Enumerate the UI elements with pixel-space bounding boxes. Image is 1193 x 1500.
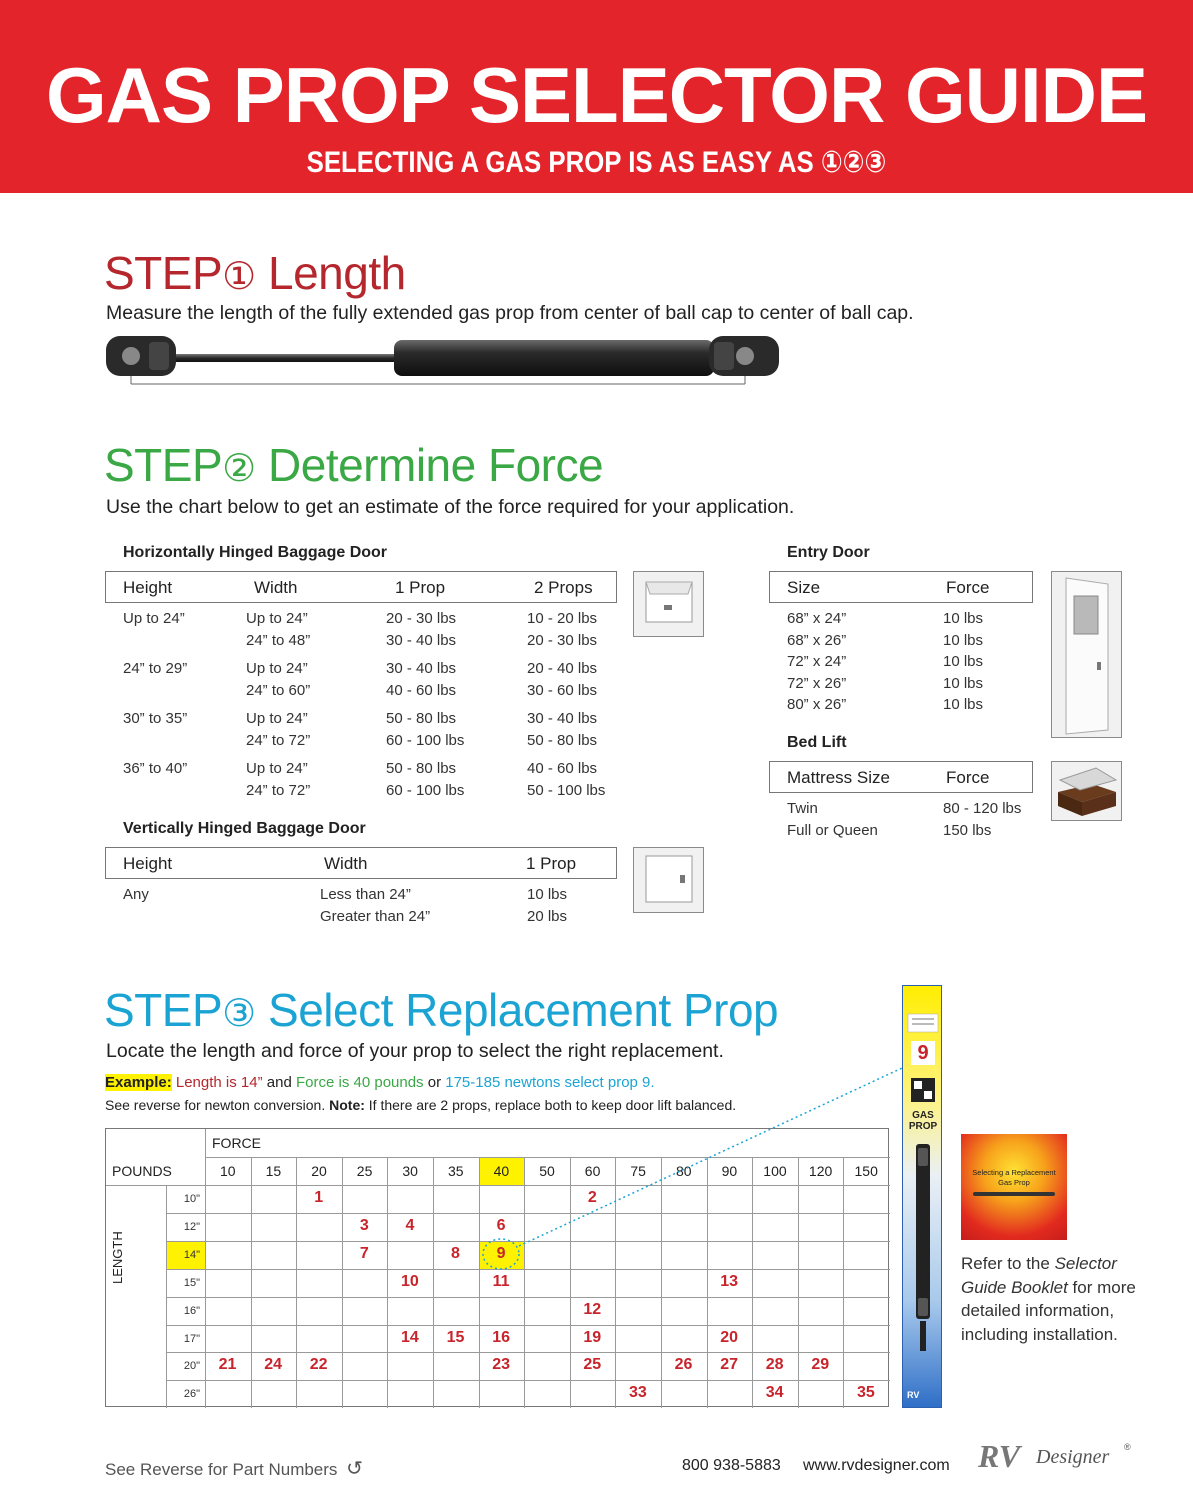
step3-heading (104, 982, 778, 1042)
header-width: Width (324, 854, 368, 873)
horizontal-table-cell: Up to 24” (246, 710, 308, 727)
header-1-prop: 1 Prop (395, 578, 446, 597)
pounds-value: 10 (220, 1163, 236, 1179)
prop-number: 22 (309, 1356, 328, 1374)
horizontal-table-cell: 20 - 40 lbs (527, 660, 598, 677)
reverse-note-text: See Reverse for Part Numbers (105, 1460, 338, 1479)
horizontal-table-cell: 60 - 100 lbs (386, 781, 465, 799)
baggage-door-thumbnail (633, 571, 704, 637)
entry-table-cell: 10 lbs (943, 696, 984, 713)
booklet-caption-post: for more detailed information, including installation. (961, 1277, 1136, 1344)
booklet-caption-pre: Refer to the (961, 1254, 1050, 1273)
package-number: 9 (917, 1042, 929, 1064)
logo-rv: RV (978, 1438, 1021, 1474)
prop-number: 34 (765, 1384, 784, 1402)
header-width: Width (254, 578, 298, 597)
horizontal-table-cell: 60 - 100 lbs (386, 731, 465, 749)
horizontal-table-cell: Up to 24” (246, 610, 308, 627)
length-value: 16" (183, 1304, 200, 1317)
entry-table-cell: 72” x 24” (787, 653, 847, 670)
force-label: FORCE (212, 1135, 261, 1151)
horizontal-table-cell: 40 - 60 lbs (527, 760, 598, 777)
booklet-caption (961, 1252, 1141, 1346)
entry-table-cell: 68” x 26” (787, 631, 847, 649)
pounds-value: 75 (630, 1163, 646, 1179)
rv-designer-logo (976, 1438, 1136, 1484)
horizontal-table-header (105, 571, 617, 603)
header-height: Height (123, 854, 173, 873)
length-axis-label: LENGTH (110, 1231, 125, 1284)
prop-number: 12 (583, 1300, 602, 1318)
pounds-value: 20 (311, 1163, 327, 1179)
entry-table-header (769, 571, 1033, 603)
gas-prop-package (902, 985, 942, 1408)
prop-number: 24 (264, 1356, 282, 1374)
vertical-table-header (105, 847, 617, 879)
phone-number: 800 938-5883 (682, 1457, 781, 1474)
note-pre: See reverse for newton conversion. (105, 1097, 326, 1113)
step3-label: STEP (104, 984, 223, 1036)
header-force: Force (946, 768, 990, 787)
note-text: If there are 2 props, replace both to keep door lift balanced. (368, 1097, 737, 1113)
prop-number: 27 (720, 1356, 738, 1374)
bed-table-cell: Full or Queen (787, 821, 878, 839)
step2-title: Determine Force (268, 439, 604, 491)
prop-number: 11 (492, 1272, 510, 1290)
step2-description: Use the chart below to get an estimate of the force required for your application. (106, 496, 795, 518)
horizontal-door-title: Horizontally Hinged Baggage Door (123, 544, 388, 561)
grid-line (342, 1157, 343, 1408)
prop-number: 25 (583, 1356, 602, 1374)
length-value: 17" (183, 1332, 200, 1345)
prop-number: 3 (359, 1216, 369, 1234)
horizontal-table-cell: 36” to 40” (123, 760, 188, 777)
horizontal-table-cell: Up to 24” (123, 610, 185, 627)
prop-number: 26 (674, 1356, 693, 1374)
prop-number: 35 (856, 1384, 875, 1402)
vertical-table-cell: Less than 24” (320, 886, 411, 903)
step3-number: ③ (222, 993, 256, 1035)
pounds-value: 100 (763, 1163, 787, 1179)
package-label-line1: GAS (912, 1110, 934, 1121)
prop-number: 14 (400, 1328, 419, 1346)
logo-designer: Designer (1036, 1446, 1110, 1468)
vertical-table-cell: Greater than 24” (320, 907, 431, 925)
example-length: Length is 14” (175, 1074, 263, 1091)
prop-number: 23 (492, 1356, 510, 1374)
pounds-value: 30 (402, 1163, 418, 1179)
step1-description: Measure the length of the fully extended gas prop from center of ball cap to center of ball cap. (106, 302, 914, 324)
svg-text:RV: RV (907, 1390, 920, 1400)
step1-title: Length (268, 247, 406, 299)
horizontal-table-cell: 50 - 100 lbs (527, 781, 606, 799)
horizontal-table-cell: Up to 24” (246, 660, 308, 677)
step3-title: Select Replacement Prop (268, 984, 779, 1036)
booklet-cover-text: Selecting a Replacement Gas Prop (972, 1168, 1056, 1187)
example-force: Force is 40 pounds (295, 1074, 424, 1091)
grid-line (166, 1185, 167, 1408)
step3-description: Locate the length and force of your prop to select the right replacement. (106, 1040, 724, 1062)
horizontal-table-cell: 24” to 60” (246, 681, 311, 699)
entry-table-cell: 80” x 26” (787, 696, 847, 713)
pounds-value: 50 (539, 1163, 555, 1179)
vertical-table-cell: Any (123, 886, 149, 903)
vertical-door-title: Vertically Hinged Baggage Door (123, 820, 366, 837)
horizontal-table-cell: 50 - 80 lbs (386, 710, 457, 727)
connector-line (480, 1060, 930, 1290)
logo-trademark: ® (1124, 1442, 1131, 1452)
horizontal-table-cell: 50 - 80 lbs (527, 731, 598, 749)
bed-table-header (769, 761, 1033, 793)
prop-number: 2 (587, 1189, 597, 1206)
header-size: Size (787, 578, 821, 597)
prop-number: 8 (451, 1244, 460, 1262)
example-label: Example: (105, 1074, 172, 1091)
pounds-value: 150 (854, 1163, 878, 1179)
prop-number: 29 (811, 1356, 830, 1374)
booklet-caption-italic: Selector Guide Booklet (961, 1254, 1117, 1297)
horizontal-table-cell: Up to 24” (246, 760, 308, 777)
horizontal-table-cell: 20 - 30 lbs (386, 610, 457, 627)
pounds-value: 60 (584, 1163, 601, 1179)
booklet-prop-icon (971, 1189, 1057, 1199)
prop-number: 19 (583, 1328, 602, 1346)
package-label (903, 1110, 943, 1132)
entry-door-title: Entry Door (787, 544, 870, 561)
pounds-value: 35 (448, 1163, 464, 1179)
grid-line (166, 1325, 890, 1326)
length-value: 10" (183, 1193, 200, 1205)
horizontal-table-cell: 24” to 72” (246, 781, 311, 799)
length-value: 12" (183, 1220, 200, 1233)
step1-label: STEP (104, 247, 223, 299)
pounds-value: 120 (808, 1163, 833, 1179)
horizontal-table-cell: 40 - 60 lbs (386, 681, 457, 699)
horizontal-table-cell: 30” to 35” (123, 710, 188, 727)
header-1-prop: 1 Prop (526, 854, 577, 873)
prop-number: 1 (314, 1189, 324, 1206)
reverse-note (105, 1456, 363, 1481)
selector-guide-booklet (961, 1134, 1067, 1240)
entry-table-cell: 10 lbs (943, 674, 984, 692)
entry-door-thumbnail (1051, 571, 1122, 738)
pounds-value: 90 (721, 1163, 738, 1179)
horizontal-table-cell: 30 - 40 lbs (386, 660, 457, 677)
horizontal-table-cell: 50 - 80 lbs (386, 760, 457, 777)
prop-number: 28 (765, 1356, 784, 1374)
bed-table-cell: 80 - 120 lbs (943, 800, 1022, 817)
length-value: 15" (183, 1276, 200, 1289)
prop-number: 4 (405, 1216, 415, 1234)
prop-number: 16 (492, 1328, 510, 1346)
header-mattress-size: Mattress Size (787, 768, 890, 787)
step2-label: STEP (104, 439, 223, 491)
header-height: Height (123, 578, 173, 597)
horizontal-table-cell: 24” to 48” (246, 631, 311, 649)
grid-line (166, 1352, 890, 1353)
bed-lift-thumbnail (1051, 761, 1122, 821)
prop-number: 6 (496, 1216, 506, 1234)
gas-prop-image (104, 330, 784, 390)
entry-table-cell: 10 lbs (943, 653, 984, 670)
horizontal-table-cell: 30 - 40 lbs (527, 710, 598, 727)
vertical-table-cell: 20 lbs (527, 907, 568, 925)
prop-number: 33 (628, 1384, 647, 1402)
length-value: 20" (183, 1360, 200, 1373)
step1-heading (104, 245, 406, 305)
grid-line (166, 1380, 890, 1381)
website-link[interactable]: www.rvdesigner.com (803, 1457, 950, 1474)
grid-line (433, 1157, 434, 1408)
prop-number: 21 (218, 1356, 237, 1374)
pounds-label: POUNDS (112, 1163, 172, 1179)
prop-number: 7 (359, 1244, 369, 1262)
step2-heading (104, 437, 603, 497)
example-newtons: 175-185 newtons select prop 9. (445, 1074, 655, 1091)
example-or: or (427, 1074, 442, 1091)
prop-number: 10 (400, 1272, 419, 1290)
length-value: 26" (183, 1388, 200, 1401)
pounds-value: 15 (265, 1163, 282, 1179)
prop-number: 15 (446, 1328, 465, 1346)
note-label: Note: (329, 1097, 365, 1113)
entry-table-cell: 10 lbs (943, 631, 984, 649)
bed-table-cell: Twin (787, 800, 818, 817)
horizontal-table-cell: 24” to 72” (246, 731, 311, 749)
entry-table-cell: 10 lbs (943, 610, 984, 627)
package-label-line2: PROP (908, 1121, 938, 1132)
page-title: GAS PROP SELECTOR GUIDE (46, 51, 1147, 139)
header-force: Force (946, 578, 990, 597)
horizontal-table-cell: 20 - 30 lbs (527, 631, 598, 649)
example-and: and (266, 1074, 292, 1091)
length-value: 14" (183, 1248, 200, 1261)
page-subtitle: SELECTING A GAS PROP IS AS EASY AS ①②③ (306, 146, 887, 179)
refresh-icon: ↺ (346, 1458, 363, 1480)
pounds-value: 25 (356, 1163, 373, 1179)
grid-line (166, 1297, 890, 1298)
horizontal-table-cell: 24” to 29” (123, 660, 188, 677)
vertical-table-cell: 10 lbs (527, 886, 568, 903)
header-2-props: 2 Props (534, 578, 593, 597)
pounds-value: 80 (676, 1163, 692, 1179)
vertical-door-thumbnail (633, 847, 704, 913)
prop-number: 20 (720, 1328, 738, 1346)
horizontal-table-cell: 30 - 40 lbs (386, 631, 457, 649)
step1-number: ① (222, 256, 256, 298)
pounds-value: 40 (493, 1163, 510, 1179)
prop-number: 9 (496, 1244, 506, 1262)
bed-table-cell: 150 lbs (943, 821, 992, 839)
step2-number: ② (222, 448, 256, 490)
entry-table-cell: 72” x 26” (787, 674, 847, 692)
entry-table-cell: 68” x 24” (787, 610, 847, 627)
bed-lift-title: Bed Lift (787, 734, 847, 751)
prop-number: 13 (720, 1272, 738, 1290)
horizontal-table-cell: 30 - 60 lbs (527, 681, 598, 699)
horizontal-table-cell: 10 - 20 lbs (527, 610, 598, 627)
